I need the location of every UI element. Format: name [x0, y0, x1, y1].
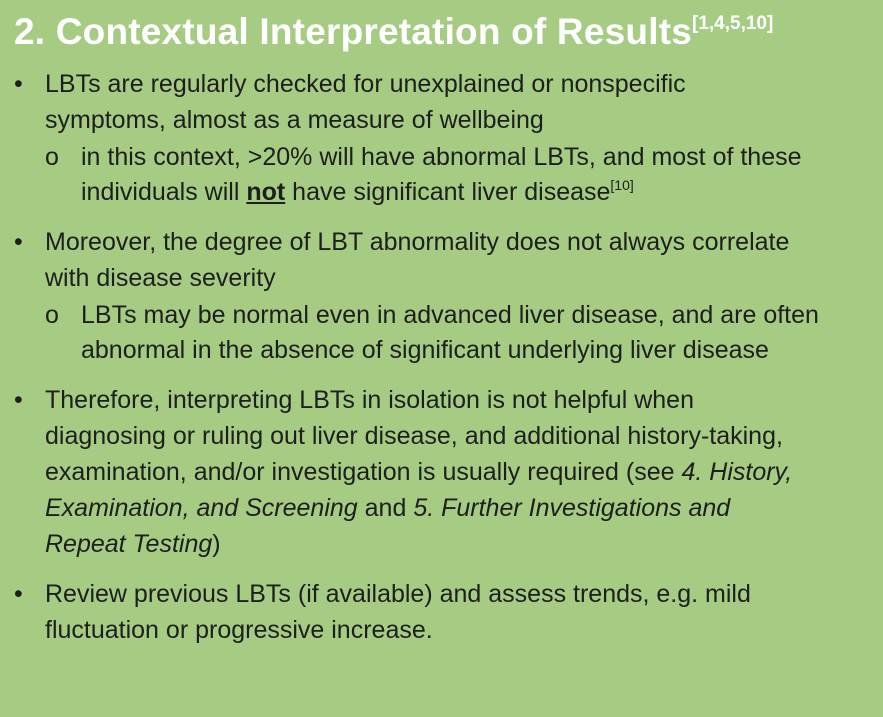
- page-title-text: 2. Contextual Interpretation of Results: [14, 11, 692, 52]
- sub-list-1: [45, 140, 805, 210]
- bullet-item-2: [14, 224, 819, 368]
- bullet-1-text: LBTs are regularly checked for unexplained or nonspecific symptoms, almost as a measure of wellbeing: [45, 70, 686, 134]
- bullet-list: [14, 66, 871, 648]
- title-references: [1,4,5,10]: [692, 13, 774, 34]
- sub-list-2: [45, 298, 819, 368]
- bullet-item-1: [14, 66, 805, 210]
- page-title: [14, 8, 871, 56]
- emphasis-not: not: [246, 178, 286, 206]
- bullet-4-text: Review previous LBTs (if available) and assess trends, e.g. mild fluctuation or progressive increase.: [45, 580, 751, 644]
- bullet-3-text-before: Therefore, interpreting LBTs in isolation is not helpful when diagnosing or ruling out liver disease, and additional history-taking, examination, and/or investigation is usually required (see: [45, 386, 783, 486]
- sub-item-1-text-after: have significant liver disease: [285, 178, 611, 206]
- sub-item-2: [45, 298, 841, 368]
- cross-reference-history: 4. History, Examination, and Screening: [45, 458, 793, 522]
- bullet-item-4: [14, 576, 845, 648]
- sub-item-1-text-before: in this context, >20% will have abnormal LBTs, and most of these individuals will: [81, 143, 802, 206]
- bullet-item-3: [14, 382, 815, 562]
- bullet-2-text: Moreover, the degree of LBT abnormality does not always correlate with disease severity: [45, 228, 790, 292]
- bullet-3-text-between: and: [357, 494, 414, 522]
- sub-item-1-reference: [10]: [610, 177, 634, 193]
- bullet-3-text-after: ): [212, 530, 221, 558]
- sub-item-2-text: LBTs may be normal even in advanced liver disease, and are often abnormal in the absence of significant underlying liver disease: [81, 301, 819, 364]
- cross-reference-investigations: 5. Further Investigations and Repeat Testing: [45, 494, 731, 558]
- sub-item-1: [45, 140, 841, 210]
